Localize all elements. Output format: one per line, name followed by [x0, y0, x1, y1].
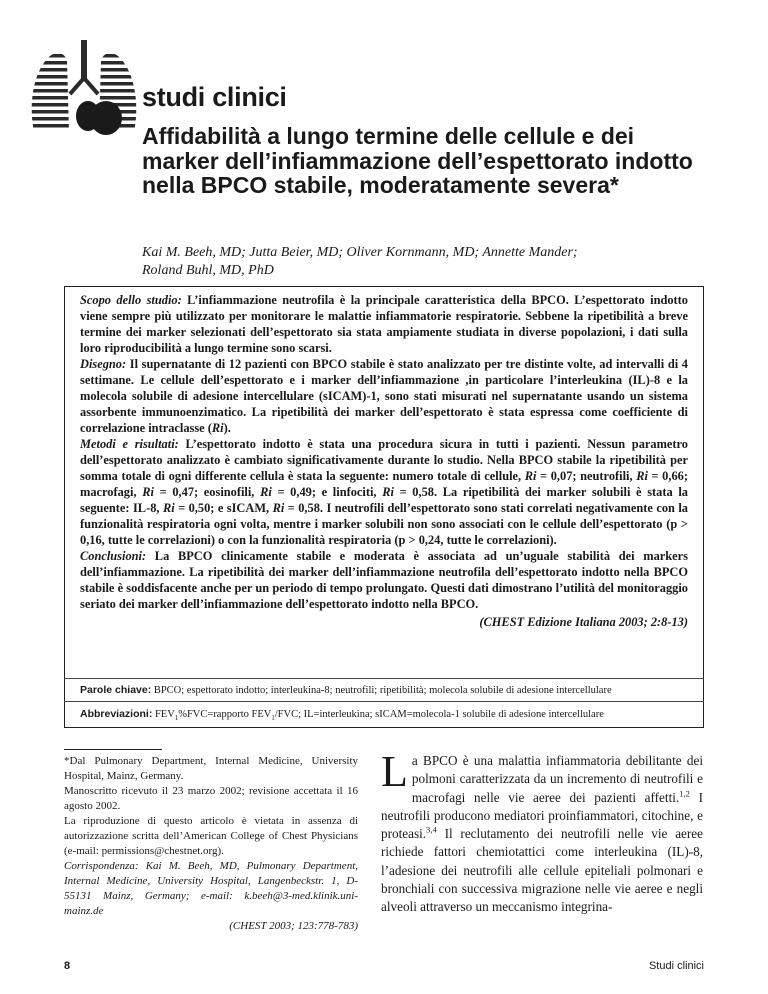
abstract-label: Disegno: — [80, 357, 127, 371]
authors — [142, 244, 702, 280]
reference-marker: 3,4 — [426, 824, 437, 835]
keywords-divider — [64, 678, 704, 679]
abstract-citation: (CHEST Edizione Italiana 2003; 2:8-13) — [479, 615, 688, 629]
keywords — [80, 684, 692, 697]
footnote — [64, 754, 358, 934]
ri-symbol: Ri — [382, 485, 394, 499]
ri-symbol: Ri — [142, 485, 154, 499]
keywords-label: Parole chiave: — [80, 684, 152, 696]
abstract-text: = 0,58. La ripetibilità dei marker solubili è stata la seguente: IL-8, — [80, 485, 688, 515]
footnote-divider — [64, 749, 162, 750]
abbreviations — [80, 708, 692, 721]
authors-line: Roland Buhl, MD, PhD — [142, 263, 274, 278]
ri-symbol: Ri — [211, 421, 224, 435]
ri-symbol: Ri — [636, 469, 648, 483]
keywords-text: BPCO; espettorato indotto; interleukina-8; neutrofili; ripetibilità; molecola solubile di adesione intercellulare — [151, 685, 612, 696]
abstract-text: = 0,58. I neutrofili dell’espettorato sono stati correlati negativamente con la funzionalità respiratoria ogni volta, mentre i marker solubili non sono associati con le cellule dell’espettorato (p > 0,16, tutte le correlazioni) o con la funzionalità respiratoria (p > 0,24, tutte le correlazioni). — [80, 501, 688, 547]
body-column — [381, 747, 703, 917]
abbreviations-label: Abbreviazioni: — [80, 708, 153, 720]
abstract-text: = 0,07; neutrofili, — [536, 469, 637, 483]
footnote-correspondence: Corrispondenza: Kai M. Beeh, MD, Pulmonary Department, Internal Medicine, University Hospital, Langenbeckstr. 1, D-55131 Mainz, Germany; e-mail: k.beeh@3-med.klinik.uni-mainz.de — [64, 860, 358, 917]
ri-symbol: Ri — [260, 485, 272, 499]
abstract-text: Il supernatante di 12 pazienti con BPCO stabile è stato analizzato per tre distinte volte, ad intervalli di 4 settimane. Le cellule dell’espettorato e i marker dell’infiammazione ,in particolare l’interleukina (IL)-8 e la molecola solubile di adesione intercellulare (sICAM)-1, sono stati misurati nel supernatante usando un sistema assorbente immunoenzimatico. La ripetibilità dei marker dell’espettorato è stata espressa come coefficiente di correlazione intraclasse ( — [80, 357, 688, 435]
page-number: 8 — [64, 960, 71, 972]
abstract-text: L’espettorato indotto è stata una procedura sicura in tutti i pazienti. Nessun parametro dell’espettorato analizzato è cambiato significativamente durante lo studio. Nella BPCO stabile la ripetibilità per somma totale di ogni differente cellula è stata la seguente: numero totale di cellule, — [80, 437, 689, 483]
abstract-label: Scopo dello studio: — [80, 293, 182, 307]
abstract-text: La BPCO clinicamente stabile e moderata è associata ad un’uguale stabilità dei markers dell’infiammazione. La ripetibilità dei marker dell’infiammazione neutrofila dell’espettorato indotto nella BPCO stabile è soddisfacente anche per un periodo di tempo prolungato. Questi dati dimostrano l’utilità del monitoraggio seriato dei marker dell’infiammazione dell’espettorato indotto nella BPCO. — [80, 549, 688, 611]
authors-line: Kai M. Beeh, MD; Jutta Beier, MD; Oliver Kornmann, MD; Annette Mander; — [142, 245, 578, 260]
abstract-scopo — [80, 292, 688, 356]
abstract-text: = 0,49; e linfociti, — [271, 485, 383, 499]
subscript: 1 — [271, 715, 275, 723]
abbreviations-text: %FVC=rapporto FEV — [178, 709, 272, 720]
ri-symbol: Ri — [524, 469, 537, 483]
abbreviations-divider — [64, 701, 704, 702]
abstract-label: Metodi e risultati: — [80, 437, 179, 451]
footnote-reproduction: La riproduzione di questo articolo è vietata in assenza di autorizzazione scritta dell’American College of Chest Physicians (e-mail: permissions@chestnet.org). — [64, 815, 358, 857]
abstract-label: Conclusioni: — [80, 549, 147, 563]
footnote-received: Manoscritto ricevuto il 23 marzo 2002; revisione accettata il 16 agosto 2002. — [64, 785, 358, 812]
reference-marker: 1,2 — [679, 788, 690, 799]
abstract-conclusioni — [80, 548, 688, 612]
footnote-affiliation: *Dal Pulmonary Department, Internal Medicine, University Hospital, Mainz, Germany. — [64, 755, 358, 782]
subscript: 1 — [174, 715, 179, 723]
abstract-disegno — [80, 356, 688, 436]
drop-cap: L — [381, 747, 408, 796]
abstract-text: ). — [223, 421, 231, 435]
footnote-chest-ref: (CHEST 2003; 123:778-783) — [229, 920, 358, 932]
ri-symbol: Ri — [162, 501, 175, 515]
abstract-metodi — [80, 436, 688, 548]
body-text: I neutrofili producono mediatori proinfiammatori, citochine, e proteasi. — [381, 789, 703, 842]
abstract-text: = 0,47; eosinofili, — [153, 485, 261, 499]
section-label: studi clinici — [142, 82, 287, 112]
ri-symbol: Ri — [272, 501, 285, 515]
abstract — [80, 292, 688, 630]
abbreviations-text: FEV — [152, 709, 175, 720]
running-footer: Studi clinici — [648, 960, 704, 972]
article-title: Affidabilità a lungo termine delle cellule e dei marker dell’infiammazione dell’espettorato indotto nella BPCO stabile, moderatamente severa* — [142, 123, 693, 198]
lung-logo — [28, 40, 140, 136]
body-text: Il reclutamento dei neutrofili nelle vie aeree richiede fattori chemiotattici come interleukina (IL)-8, l’adesione dei neutrofili alle cellule epiteliali polmonari e bronchiali con successiva migrazione nelle vie aeree e negli alveoli attraverso un meccanismo integrina- — [381, 826, 703, 915]
body-text: a BPCO è una malattia infiammatoria debilitante dei polmoni caratterizzata da un incremento di neutrofili e macrofagi nelle vie aeree dei pazienti affetti. — [411, 753, 703, 805]
abstract-text: = 0,50; e sICAM, — [174, 501, 273, 515]
abbreviations-text: /FVC; IL=interleukina; sICAM=molecola-1 solubile di adesione intercellulare — [274, 709, 604, 720]
abstract-text: L’infiammazione neutrofila è la principale caratteristica della BPCO. L’espettorato indotto viene sempre più utilizzato per monitorare le malattie infiammatorie respiratorie. Sebbene la ripetibilità a breve termine dei marker selezionati dell’espettorato sia stata ampiamente studiata in diverse popolazioni, i dati sulla loro riproducibilità a lungo termine sono scarsi. — [80, 293, 688, 355]
abstract-text: = 0,66; macrofagi, — [80, 469, 688, 499]
